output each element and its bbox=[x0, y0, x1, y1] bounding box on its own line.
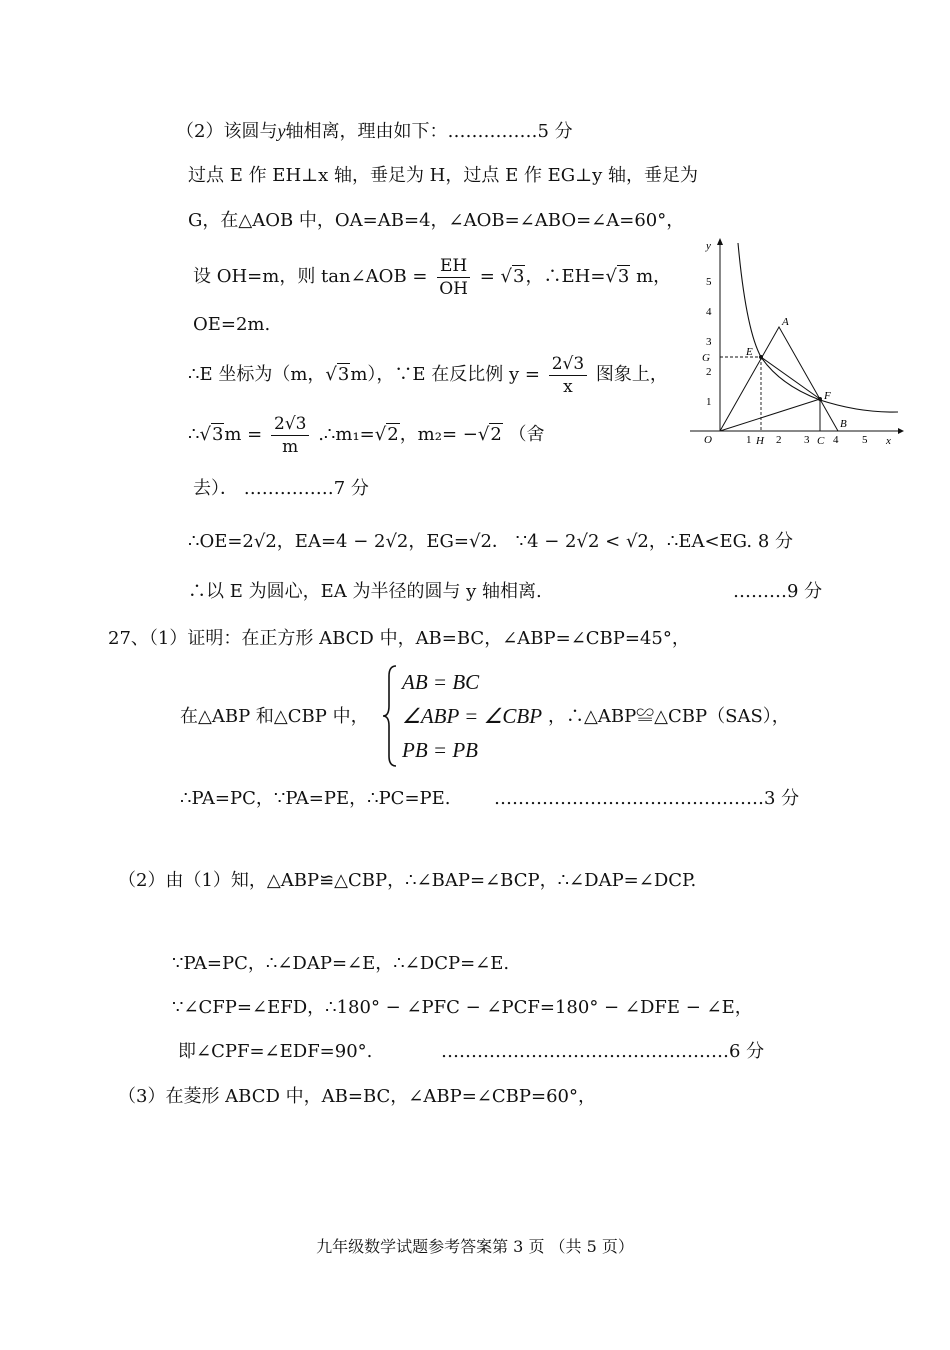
sqrt-3: √3 bbox=[325, 364, 350, 385]
label-e: E bbox=[746, 346, 753, 358]
sqrt-3: √3 bbox=[605, 266, 630, 287]
line-4 bbox=[193, 254, 671, 300]
radicand: 3 bbox=[617, 266, 630, 287]
line-13: ∴PA=PC，∵PA=PE，∴PC=PE. bbox=[180, 788, 451, 809]
text-segment: ，m₂= − bbox=[399, 424, 478, 445]
x-tick-2: 2 bbox=[776, 434, 782, 446]
label-f: F bbox=[824, 390, 831, 402]
sqrt-2: √2 bbox=[374, 424, 399, 445]
label-b: B bbox=[840, 418, 847, 430]
left-brace-icon bbox=[380, 664, 400, 768]
point-e bbox=[759, 355, 763, 359]
line-12-pre: 在△ABP 和△CBP 中， bbox=[180, 706, 369, 727]
line-14: （2）由（1）知，△ABP≌△CBP，∴∠BAP=∠BCP，∴∠DAP=∠DCP. bbox=[118, 870, 697, 891]
line-7 bbox=[188, 412, 545, 458]
line-3: G，在△AOB 中，OA=AB=4，∠AOB=∠ABO=∠A=60°， bbox=[188, 210, 685, 231]
sqrt-2: √2 bbox=[477, 424, 502, 445]
text-segment: ∴E 坐标为（m， bbox=[188, 364, 326, 385]
y-tick-4: 4 bbox=[706, 306, 712, 318]
text-segment: m， bbox=[636, 266, 672, 287]
text-segment: .∴m₁= bbox=[318, 424, 375, 445]
system-row-1: AB = BC bbox=[402, 670, 480, 694]
fraction-denominator: m bbox=[282, 436, 299, 457]
fraction-numerator: 2√3 bbox=[271, 413, 309, 436]
text-segment: （舍 bbox=[508, 424, 545, 445]
text-segment: 轴相离，理由如下：……………5 分 bbox=[285, 121, 573, 142]
text-segment: m = bbox=[224, 424, 263, 445]
hyperbola-curve bbox=[738, 243, 898, 412]
radicand: 3 bbox=[211, 424, 224, 445]
line-10: ∴以 E 为圆心，EA 为半径的圆与 y 轴相离. bbox=[188, 581, 542, 602]
line-1 bbox=[176, 119, 573, 144]
x-tick-4: 4 bbox=[833, 434, 839, 446]
sqrt-3: √3 bbox=[199, 424, 224, 445]
y-tick-2: 2 bbox=[706, 366, 712, 378]
system-row-2: ∠ABP = ∠CBP bbox=[402, 704, 543, 728]
y-axis-label: y bbox=[706, 240, 711, 252]
line-9: ∴OE=2√2，EA=4 − 2√2，EG=√2． ∵4 − 2√2 < √2，∴EA<EG. 8 分 bbox=[188, 531, 794, 552]
line-12-post: ，∴△ABP≌△CBP（SAS）， bbox=[548, 706, 790, 727]
point-f bbox=[818, 397, 822, 401]
y-tick-3: 3 bbox=[706, 336, 712, 348]
x-tick-5: 5 bbox=[862, 434, 868, 446]
line-8: 去）． ……………7 分 bbox=[193, 478, 369, 499]
coordinate-figure bbox=[690, 235, 905, 455]
text-segment: 图象上， bbox=[595, 364, 668, 385]
line-17: 即∠CPF=∠EDF=90°. bbox=[178, 1041, 373, 1062]
fraction-numerator: 2√3 bbox=[549, 353, 587, 376]
line-5: OE=2m. bbox=[193, 314, 271, 335]
line-15: ∵PA=PC，∴∠DAP=∠E，∴∠DCP=∠E. bbox=[172, 953, 510, 974]
x-axis-arrow-icon bbox=[898, 428, 904, 434]
fraction-eh-oh bbox=[436, 255, 471, 300]
text-segment: y bbox=[277, 121, 286, 141]
line-2: 过点 E 作 EH⊥x 轴，垂足为 H，过点 E 作 EG⊥y 轴，垂足为 bbox=[188, 165, 699, 186]
radicand: 3 bbox=[337, 364, 350, 385]
line-11: 27、（1）证明：在正方形 ABCD 中，AB=BC，∠ABP=∠CBP=45°， bbox=[108, 628, 690, 649]
y-tick-5: 5 bbox=[706, 276, 712, 288]
sqrt-3: √3 bbox=[500, 266, 525, 287]
line-17-score: …………………………………………6 分 bbox=[441, 1041, 765, 1062]
label-g: G bbox=[702, 352, 710, 364]
text-segment: m），∵E 在反比例 y = bbox=[350, 364, 540, 385]
text-segment: （2）该圆与 bbox=[176, 121, 278, 142]
label-a: A bbox=[782, 316, 789, 328]
segment-ef bbox=[761, 357, 820, 399]
page-footer: 九年级数学试题参考答案第 3 页 （共 5 页） bbox=[316, 1237, 634, 1256]
line-6 bbox=[188, 352, 668, 398]
origin-label: O bbox=[704, 434, 712, 446]
line-13-score: ………………………………………3 分 bbox=[494, 788, 800, 809]
x-tick-1: 1 bbox=[746, 434, 752, 446]
text-segment: ∴ bbox=[188, 424, 200, 445]
fraction-2sqrt3-m bbox=[271, 413, 309, 458]
label-h: H bbox=[756, 435, 764, 447]
line-18: （3）在菱形 ABCD 中，AB=BC，∠ABP=∠CBP=60°， bbox=[118, 1086, 596, 1107]
system-row-3: PB = PB bbox=[402, 738, 478, 762]
equation-system bbox=[380, 664, 543, 768]
x-axis-label: x bbox=[886, 435, 891, 447]
text-segment: ，∴EH= bbox=[525, 266, 606, 287]
y-axis-arrow-icon bbox=[717, 238, 723, 245]
fraction-denominator: OH bbox=[439, 278, 468, 299]
radicand: 2 bbox=[490, 424, 502, 445]
x-tick-3: 3 bbox=[804, 434, 810, 446]
fraction-numerator: EH bbox=[437, 255, 470, 278]
radicand: 3 bbox=[513, 266, 525, 287]
line-16: ∵∠CFP=∠EFD，∴180° − ∠PFC − ∠PCF=180° − ∠DFE − ∠E， bbox=[172, 997, 753, 1018]
line-10-score: ………9 分 bbox=[733, 581, 823, 602]
fraction-denominator: x bbox=[563, 376, 573, 397]
fraction-2sqrt3-x bbox=[549, 353, 587, 398]
label-c: C bbox=[817, 435, 825, 447]
text-segment: = bbox=[479, 266, 495, 287]
radicand: 2 bbox=[387, 424, 399, 445]
y-tick-1: 1 bbox=[706, 396, 712, 408]
text-segment: 设 OH=m，则 tan∠AOB = bbox=[193, 266, 428, 287]
